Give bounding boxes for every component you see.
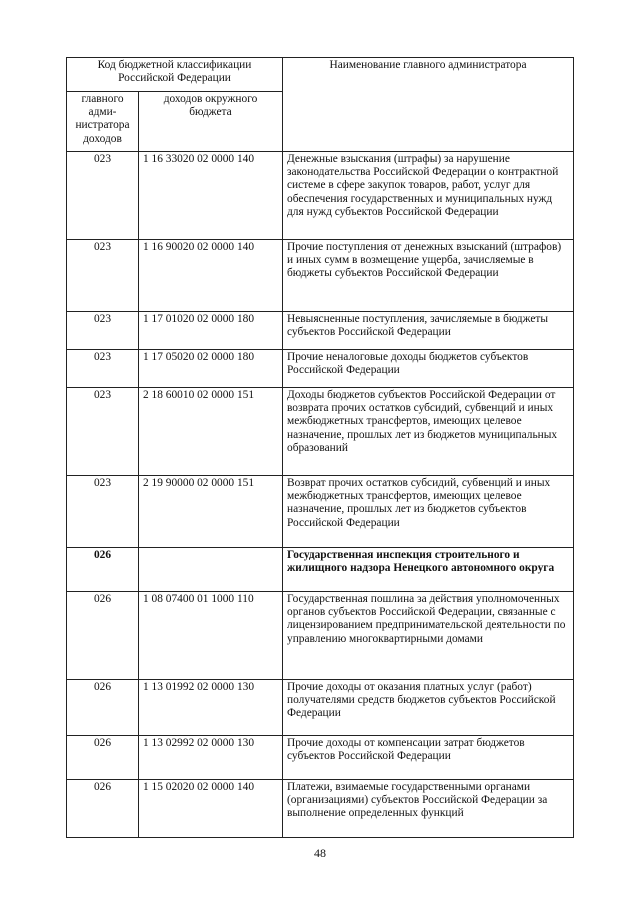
row-administrator-name: Прочие поступления от денежных взысканий (штрафов) и иных сумм в возмещение ущерба, зачисляемые в бюджеты субъектов Российской Федерации (283, 240, 574, 312)
row-admin-code: 023 (67, 240, 139, 312)
table-header (67, 58, 574, 152)
row-administrator-name: Прочие доходы от оказания платных услуг (работ) получателями средств бюджетов субъектов Российской Федерации (283, 680, 574, 736)
row-admin-code: 026 (67, 592, 139, 680)
row-administrator-name: Государственная инспекция строительного и жилищного надзора Ненецкого автономного округа (283, 548, 574, 592)
row-admin-code: 023 (67, 312, 139, 350)
table-body (67, 152, 574, 838)
row-administrator-name: Прочие доходы от компенсации затрат бюджетов субъектов Российской Федерации (283, 736, 574, 780)
header-budget-classification-code: Код бюджетной классификации Российской Федерации (67, 58, 283, 92)
row-admin-code: 026 (67, 680, 139, 736)
header-main-administrator: главного адми-нистратора доходов (67, 92, 139, 152)
table-row (67, 736, 574, 780)
table-row (67, 388, 574, 476)
header-administrator-name: Наименование главного администратора (283, 58, 574, 152)
row-administrator-name: Прочие неналоговые доходы бюджетов субъектов Российской Федерации (283, 350, 574, 388)
table-row (67, 350, 574, 388)
table-row (67, 240, 574, 312)
row-revenue-code (139, 548, 283, 592)
row-revenue-code: 1 17 05020 02 0000 180 (139, 350, 283, 388)
table-row (67, 592, 574, 680)
row-revenue-code: 1 16 33020 02 0000 140 (139, 152, 283, 240)
page-number: 48 (314, 846, 326, 860)
document-page (66, 57, 573, 838)
row-revenue-code: 1 15 02020 02 0000 140 (139, 780, 283, 838)
row-revenue-code: 2 18 60010 02 0000 151 (139, 388, 283, 476)
table-row (67, 780, 574, 838)
row-admin-code: 026 (67, 780, 139, 838)
row-admin-code: 026 (67, 548, 139, 592)
row-revenue-code: 2 19 90000 02 0000 151 (139, 476, 283, 548)
row-administrator-name: Государственная пошлина за действия уполномоченных органов субъектов Российской Федерации, связанные с лицензированием предпринимательской деятельности по управлению многоквартирными домами (283, 592, 574, 680)
table-row (67, 548, 574, 592)
row-revenue-code: 1 13 01992 02 0000 130 (139, 680, 283, 736)
row-revenue-code: 1 17 01020 02 0000 180 (139, 312, 283, 350)
table-row (67, 312, 574, 350)
row-admin-code: 026 (67, 736, 139, 780)
row-administrator-name: Доходы бюджетов субъектов Российской Федерации от возврата прочих остатков субсидий, субвенций и иных межбюджетных трансфертов, имеющих целевое назначение, прошлых лет из бюджетов муниципальных образований (283, 388, 574, 476)
row-administrator-name: Денежные взыскания (штрафы) за нарушение законодательства Российской Федерации о контрактной системе в сфере закупок товаров, работ, услуг для обеспечения государственных и муниципальных нужд для нужд субъектов Российской Федерации (283, 152, 574, 240)
row-administrator-name: Невыясненные поступления, зачисляемые в бюджеты субъектов Российской Федерации (283, 312, 574, 350)
row-administrator-name: Возврат прочих остатков субсидий, субвенций и иных межбюджетных трансфертов, имеющих целевое назначение, прошлых лет из бюджетов субъектов Российской Федерации (283, 476, 574, 548)
row-admin-code: 023 (67, 388, 139, 476)
row-administrator-name: Платежи, взимаемые государственными органами (организациями) субъектов Российской Федерации за выполнение определенных функций (283, 780, 574, 838)
row-revenue-code: 1 13 02992 02 0000 130 (139, 736, 283, 780)
table-row (67, 152, 574, 240)
table-row (67, 680, 574, 736)
row-admin-code: 023 (67, 152, 139, 240)
row-admin-code: 023 (67, 476, 139, 548)
header-district-budget-revenue: доходов окружного бюджета (139, 92, 283, 152)
budget-classification-table (66, 57, 574, 838)
row-revenue-code: 1 08 07400 01 1000 110 (139, 592, 283, 680)
row-admin-code: 023 (67, 350, 139, 388)
row-revenue-code: 1 16 90020 02 0000 140 (139, 240, 283, 312)
table-row (67, 476, 574, 548)
